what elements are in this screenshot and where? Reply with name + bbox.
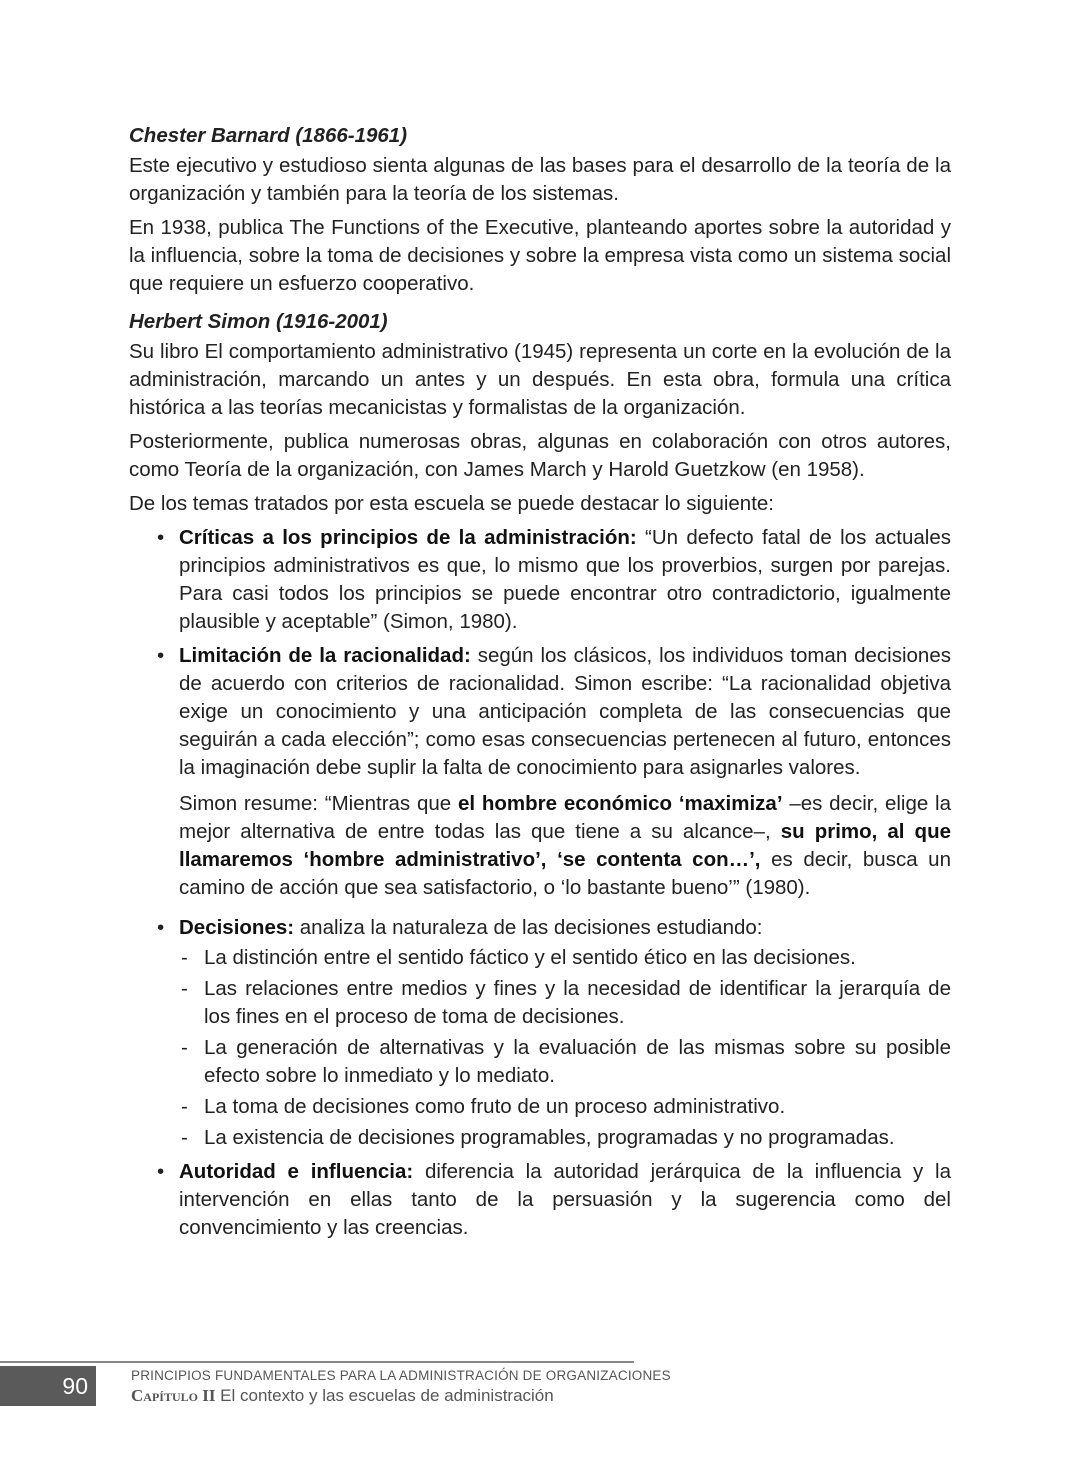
bullet-text: “Un defecto fatal de los actuales principios administrativos es que, lo mismo que los proverbios, surgen por parejas. Para casi todos los principios se puede encontrar otro contradictorio, igualmente plausible y aceptable” (Simon, 1980).: [179, 526, 952, 633]
dash-item: - La existencia de decisiones programables, programadas y no programadas.: [129, 1124, 951, 1152]
paragraph: Este ejecutivo y estudioso sienta algunas de las bases para el desarrollo de la teoría de la organización y también para la teoría de los sistemas.: [129, 154, 951, 205]
text: es decir, busca un camino de acción que sea satisfactorio, o ‘lo bastante bueno’” (1980).: [179, 848, 951, 899]
section-simon: [129, 308, 951, 518]
sub-paragraph: [179, 790, 951, 902]
bullet-item: [129, 642, 951, 902]
dash-list: [129, 944, 951, 1152]
paragraph: Posteriormente, publica numerosas obras, algunas en colaboración con otros autores, como Teoría de la organización, con James March y Harold Guetzkow (en 1958).: [129, 430, 951, 481]
text: –es decir, elige la mejor alternativa de entre todas las que tiene a su alcance–,: [179, 792, 952, 843]
bullet-text: analiza la naturaleza de las decisiones estudiando:: [294, 916, 763, 939]
bullet-title: Decisiones:: [179, 916, 295, 939]
bold-text: el hombre económico ‘maximiza’: [457, 792, 783, 815]
chapter-label: Capítulo II: [131, 1386, 216, 1405]
dash-item: - La toma de decisiones como fruto de un proceso administrativo.: [129, 1093, 951, 1121]
bold-text: su primo, al que llamaremos ‘hombre administrativo’, ‘se contenta con…’,: [179, 820, 951, 871]
dash-item: - La distinción entre el sentido fáctico y el sentido ético en las decisiones.: [129, 944, 951, 972]
paragraph: Su libro El comportamiento administrativo (1945) representa un corte en la evolución de la administración, marcando un antes y un después. En esta obra, formula una crítica histórica a las teorías mecanicistas y formalistas de la organización.: [129, 340, 951, 419]
dash-item: - La generación de alternativas y la evaluación de las mismas sobre su posible efecto sobre lo inmediato y lo mediato.: [129, 1034, 951, 1090]
bullet-title: Limitación de la racionalidad:: [179, 644, 471, 667]
bullet-text: según los clásicos, los individuos toman decisiones de acuerdo con criterios de racionalidad. Simon escribe: “La racionalidad objetiva exige un conocimiento y una anticipación completa de las consecuencias que seguirán a cada elección”; como esas consecuencias pertenecen al futuro, entonces la imaginación debe suplir la falta de conocimiento para asignarles valores.: [179, 644, 951, 779]
paragraph: De los temas tratados por esta escuela se puede destacar lo siguiente:: [129, 492, 774, 515]
chapter-title: El contexto y las escuelas de administración: [215, 1386, 554, 1405]
section-heading: Chester Barnard (1866-1961): [129, 124, 408, 147]
bullet-title: Críticas a los principios de la administración:: [179, 526, 637, 549]
section-barnard: [129, 122, 951, 298]
footer-divider: [0, 1361, 634, 1363]
page-number: 90: [0, 1366, 96, 1406]
paragraph: En 1938, publica The Functions of the Executive, planteando aportes sobre la autoridad y la influencia, sobre la toma de decisiones y sobre la empresa vista como un sistema social que requiere un esfuerzo cooperativo.: [129, 216, 951, 295]
bullet-title: Autoridad e influencia:: [179, 1160, 414, 1183]
bullet-text: diferencia la autoridad jerárquica de la influencia y la intervención en ellas tanto de la persuasión y la sugerencia como del convencimiento y las creencias.: [179, 1160, 951, 1239]
chapter-line: [131, 1386, 554, 1406]
section-heading: Herbert Simon (1916-2001): [129, 310, 388, 333]
page-body: [129, 122, 951, 1248]
bullet-list: [129, 524, 951, 1242]
bullet-item: [129, 1158, 951, 1242]
bullet-item: [129, 914, 951, 1152]
bullet-item: [129, 524, 951, 636]
dash-item: - Las relaciones entre medios y fines y la necesidad de identificar la jerarquía de los fines en el proceso de toma de decisiones.: [129, 975, 951, 1031]
book-title: PRINCIPIOS FUNDAMENTALES PARA LA ADMINISTRACIÓN DE ORGANIZACIONES: [131, 1368, 671, 1383]
text: Simon resume: “Mientras que: [179, 792, 458, 815]
